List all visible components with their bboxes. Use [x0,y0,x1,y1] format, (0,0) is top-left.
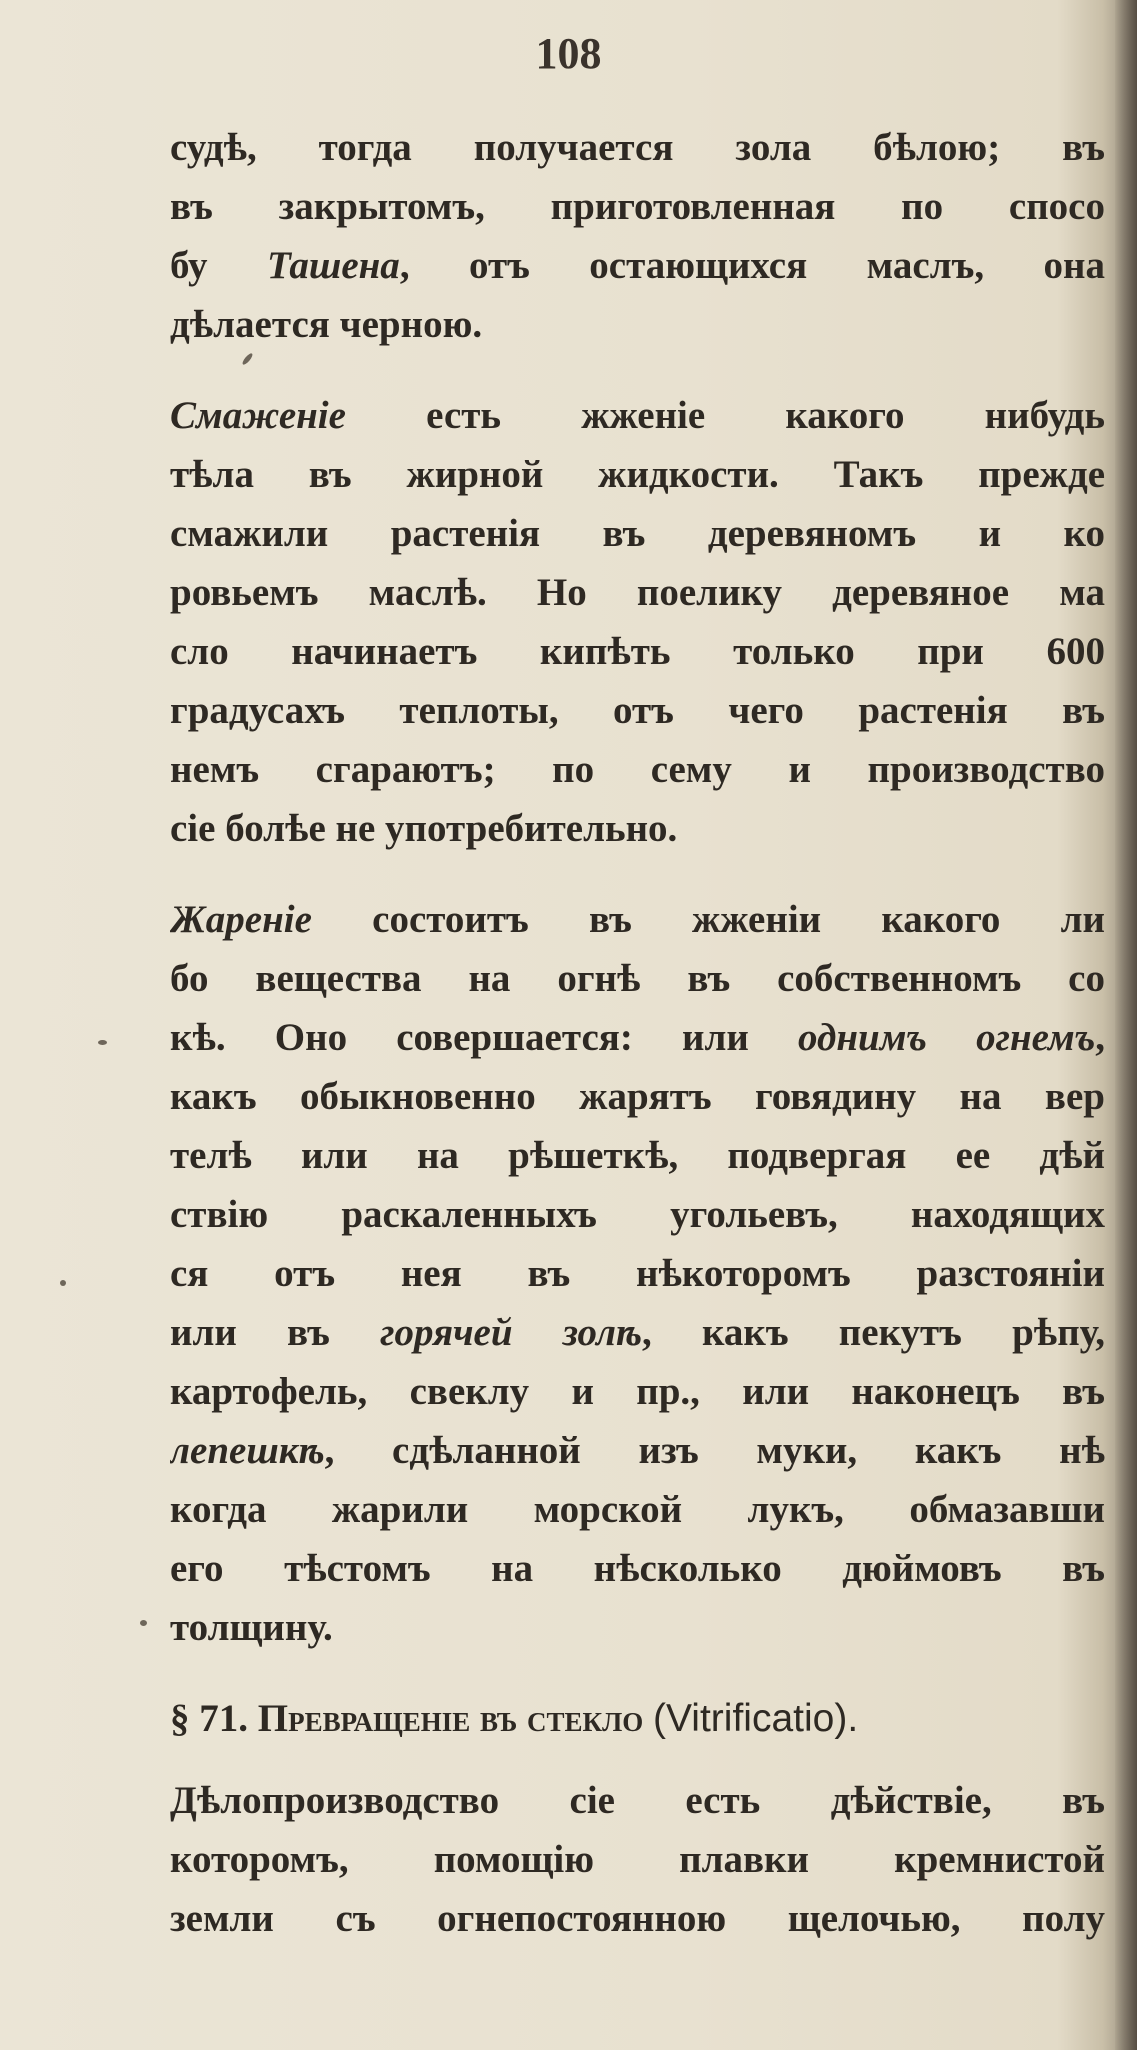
text-line: его тѣстомъ на нѣсколько дюймовъ въ [170,1547,1105,1590]
text-line: лепешкѣ, сдѣланной изъ муки, какъ нѣ [170,1429,1105,1472]
page-text [170,118,1105,1948]
text-line: дѣлается черною. [170,303,483,346]
text-line: въ закрытомъ, приготовленная по спосо [170,185,1105,228]
paragraph-vitrification [170,1771,1105,1948]
page-number: 108 [535,29,602,78]
text-line: ствію раскаленныхъ угольевъ, находящих [170,1193,1105,1236]
text-line: толщину. [170,1606,333,1649]
section-latin-term: (Vitrificatio). [653,1697,859,1740]
text-line: тѣла въ жирной жидкости. Такъ прежде [170,453,1105,496]
paragraph-frying-in-fat [170,386,1105,858]
text-line: Дѣлопроизводство сіе есть дѣйствіе, въ [170,1779,1105,1822]
text-line: кѣ. Оно совершается: или однимъ огнемъ, [170,1016,1105,1059]
section-title: Превращеніе въ стекло [257,1697,644,1740]
text-line: когда жарили морской лукъ, обмазавши [170,1488,1105,1531]
text-line: телѣ или на рѣшеткѣ, подвергая ее дѣй [170,1134,1105,1177]
text-line: какъ обыкновенно жарятъ говядину на вер [170,1075,1105,1118]
section-number: § 71. [170,1697,248,1740]
text-line: которомъ, помощію плавки кремнистой [170,1838,1105,1881]
text-line: бу Ташена, отъ остающихся маслъ, она [170,244,1105,287]
text-line: бо вещества на огнѣ въ собственномъ со [170,957,1105,1000]
text-line: градусахъ теплоты, отъ чего растенія въ [170,689,1105,732]
text-line: Смаженіе есть жженіе какого нибудь [170,394,1105,437]
page-spine-shadow [1115,0,1137,2050]
text-line: картофель, свеклу и пр., или наконецъ въ [170,1370,1105,1413]
text-line: ровьемъ маслѣ. Но поелику деревяное ма [170,571,1105,614]
text-line: смажили растенія въ деревяномъ и ко [170,512,1105,555]
paragraph-roasting [170,890,1105,1657]
text-line: ся отъ нея въ нѣкоторомъ разстояніи [170,1252,1105,1295]
text-line: судѣ, тогда получается зола бѣлою; въ [170,126,1105,169]
text-line: сло начинаетъ кипѣть только при 600 [170,630,1105,673]
paper-speck [98,1040,107,1045]
text-line: Жареніе состоитъ въ жженіи какого ли [170,898,1105,941]
paragraph-ash [170,118,1105,354]
text-line: земли съ огнепостоянною щелочью, полу [170,1897,1105,1940]
text-line: сіе болѣе не употребительно. [170,807,678,850]
text-line: или въ горячей золѣ, какъ пекутъ рѣпу, [170,1311,1105,1354]
paper-speck [60,1280,66,1286]
paper-speck [140,1620,147,1626]
text-line: немъ сгараютъ; по сему и производство [170,748,1105,791]
section-heading [170,1689,1105,1749]
